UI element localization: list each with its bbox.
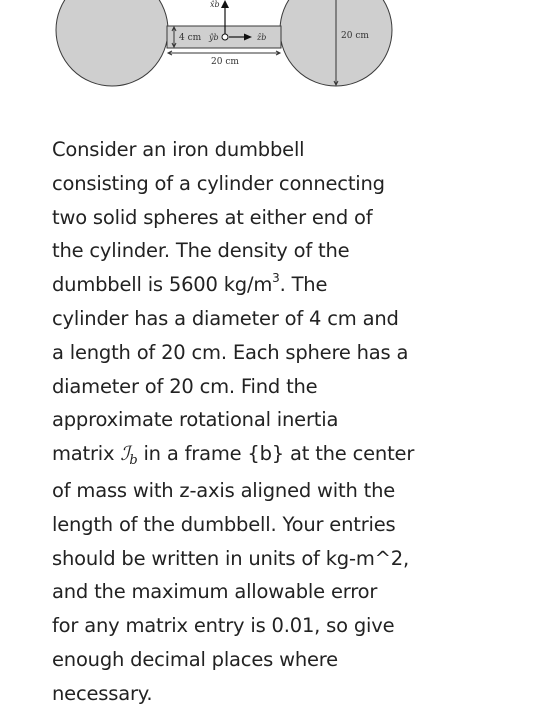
x-axis-label: x̂b (210, 0, 220, 9)
left-sphere (56, 0, 168, 86)
problem-line: should be written in units of kg-m^2, (52, 546, 409, 570)
problem-line: approximate rotational inertia (52, 408, 339, 432)
matrix-text: matrix (52, 442, 121, 466)
inertia-matrix-symbol: ℐ (120, 442, 130, 466)
density-text: dumbbell is 5600 kg/m (52, 273, 273, 297)
problem-line: enough decimal places where (52, 647, 338, 671)
problem-line: length of the dumbbell. Your entries (52, 512, 396, 536)
density-text-end: . The (279, 273, 328, 297)
origin-marker (222, 34, 228, 40)
problem-line (52, 268, 412, 302)
frame-text: in a frame {b} at the center (137, 442, 415, 466)
problem-line: consisting of a cylinder connecting (52, 171, 385, 195)
problem-line: diameter of 20 cm. Find the (52, 374, 318, 398)
problem-line: cylinder has a diameter of 4 cm and (52, 306, 399, 330)
density-exponent: 3 (272, 270, 280, 285)
problem-line: the cylinder. The density of the (52, 239, 350, 263)
problem-line: of mass with z-axis aligned with the (52, 478, 396, 502)
problem-line: for any matrix entry is 0.01, so give (52, 614, 395, 638)
x-axis-arrowhead (221, 0, 229, 8)
problem-line (52, 437, 415, 474)
problem-line: Consider an iron dumbbell (52, 138, 305, 161)
sphere-diameter-label: 20 cm (341, 31, 369, 41)
y-axis-label: ŷb (209, 33, 219, 42)
problem-line: necessary. (52, 681, 153, 705)
problem-statement (52, 133, 415, 711)
problem-line: and the maximum allowable error (52, 580, 378, 604)
dumbbell-diagram (0, 0, 551, 120)
cylinder-diameter-label: 4 cm (179, 33, 202, 43)
problem-line: two solid spheres at either end of (52, 205, 373, 229)
cylinder-length-label: 20 cm (211, 57, 239, 67)
dumbbell-figure (0, 0, 551, 120)
problem-line: a length of 20 cm. Each sphere has a (52, 340, 409, 364)
z-axis-label: ẑb (257, 33, 267, 42)
inertia-matrix-subscript: b (129, 453, 138, 469)
